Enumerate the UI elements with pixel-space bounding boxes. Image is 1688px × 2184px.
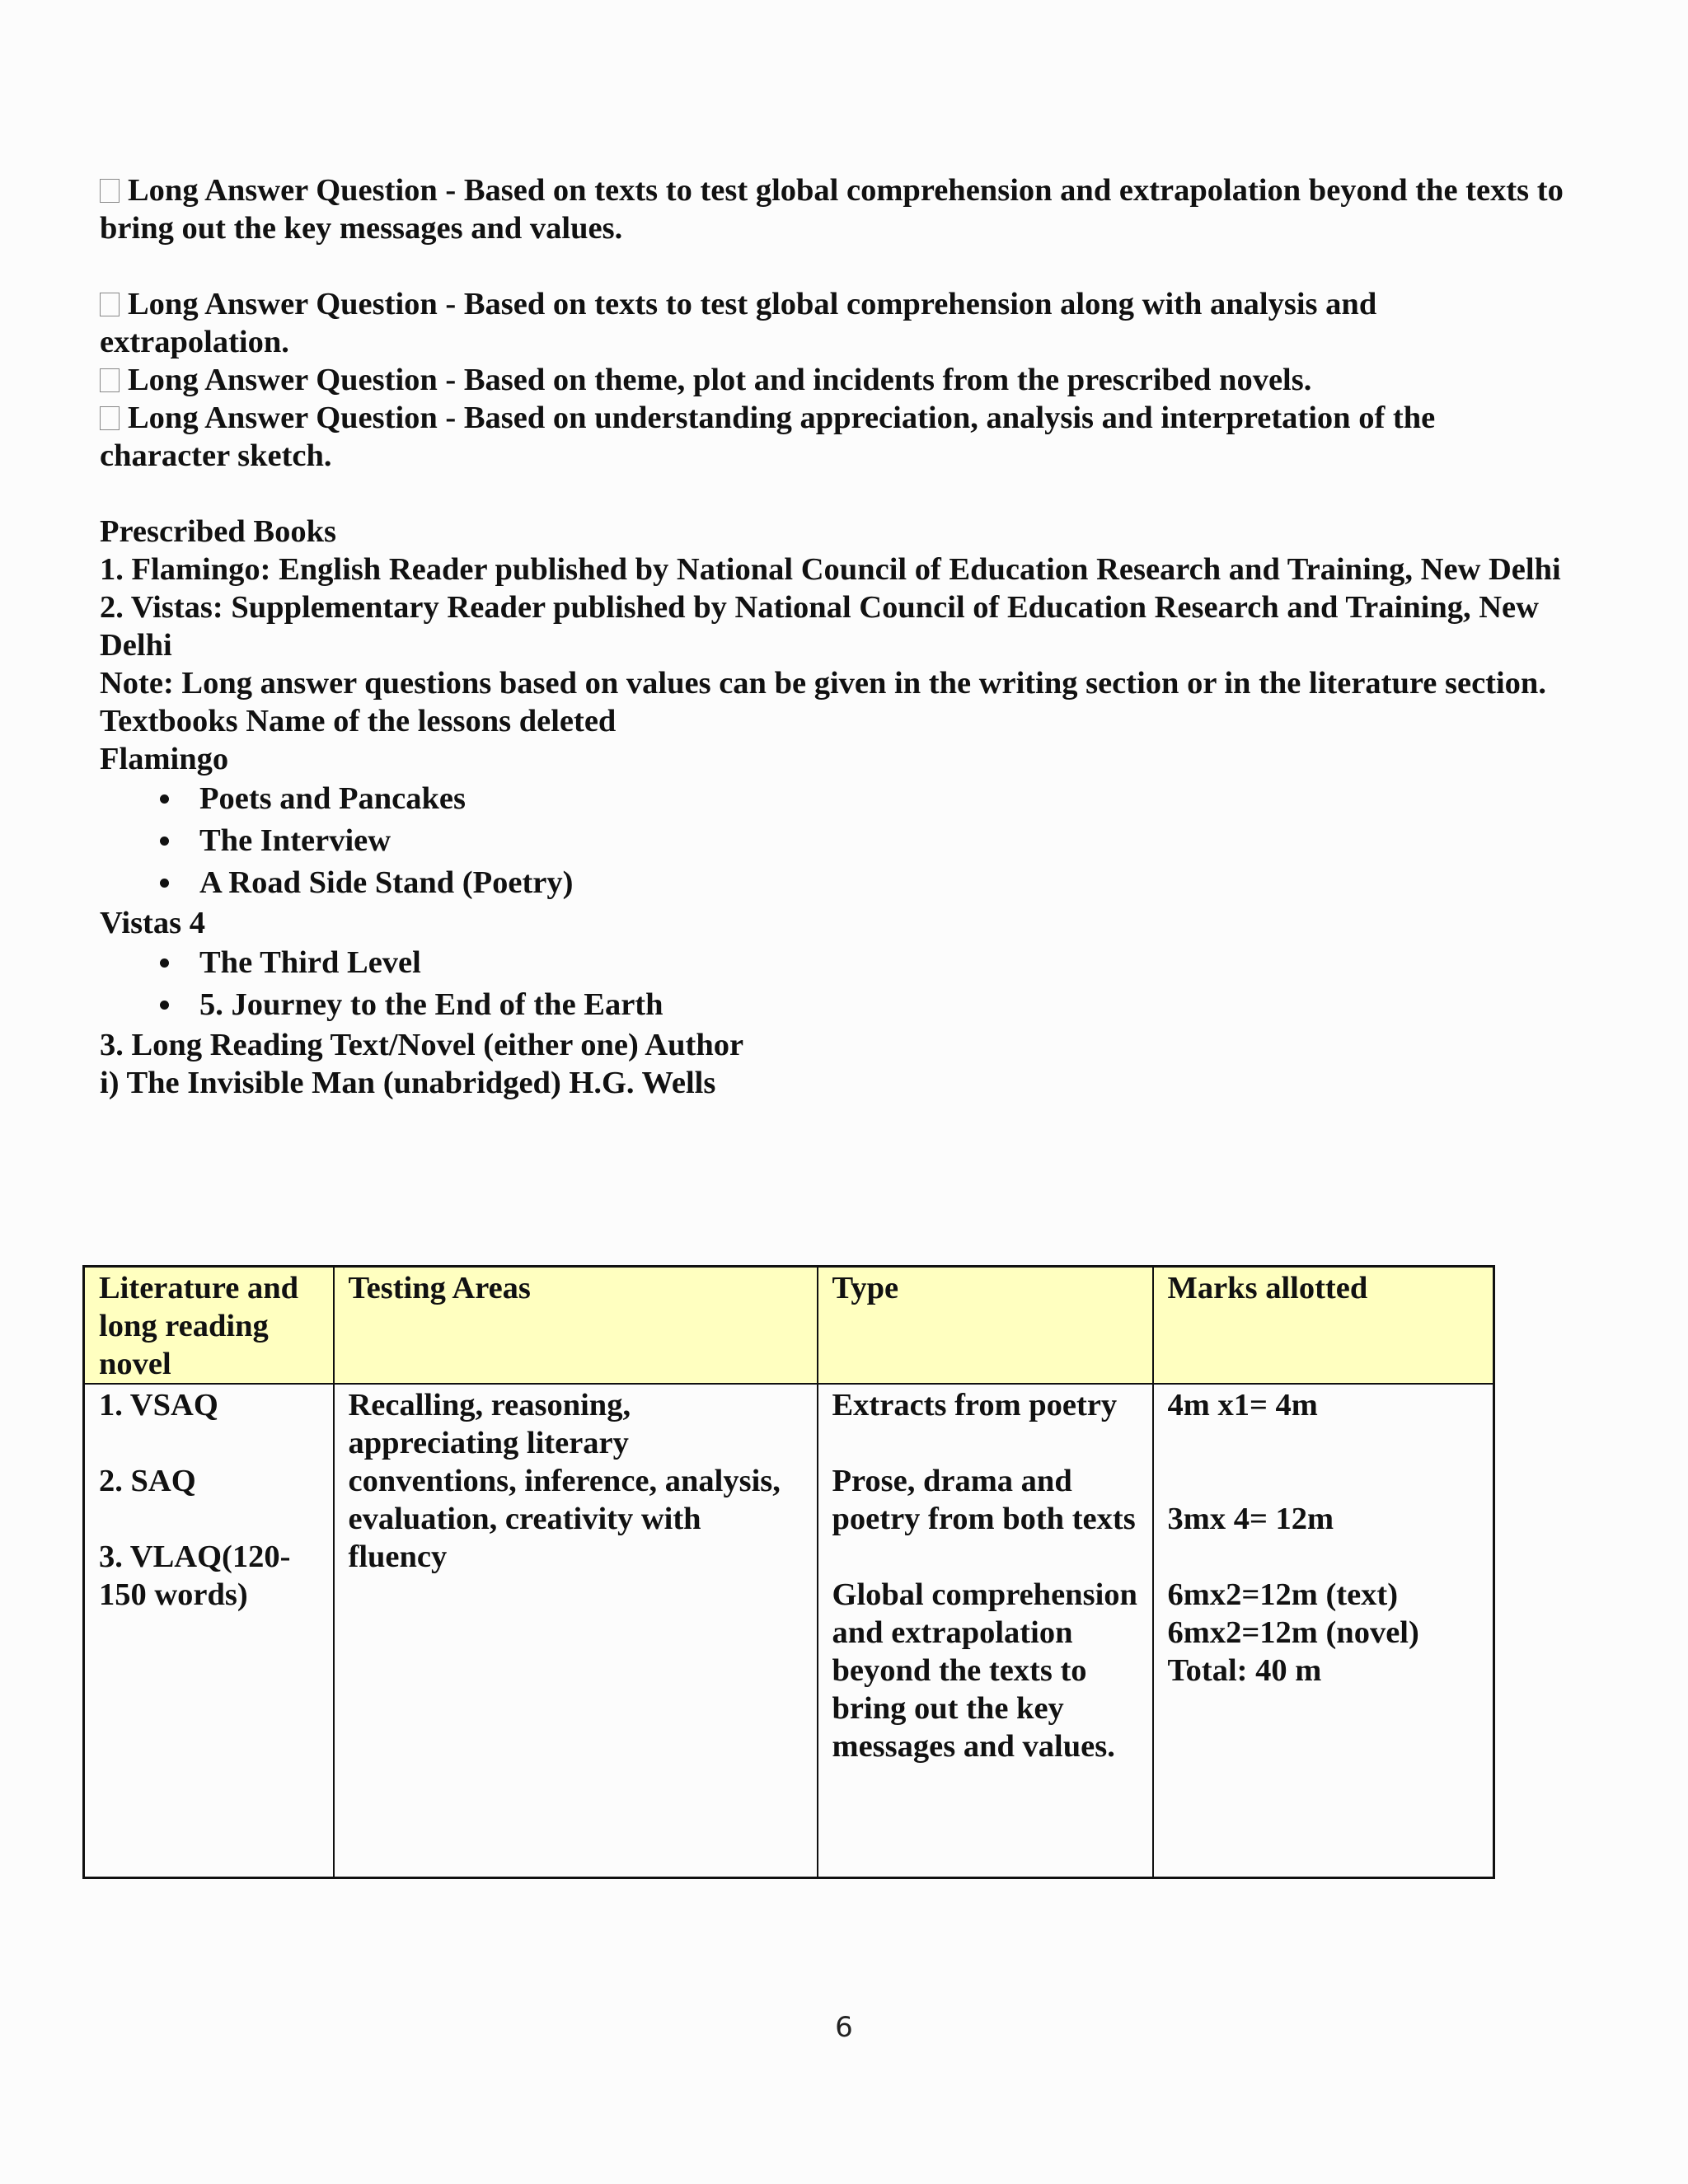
cell-text: 6mx2=12m (novel) bbox=[1167, 1615, 1419, 1650]
cell-text: Extracts from poetry bbox=[832, 1388, 1118, 1422]
table-cell bbox=[1153, 1384, 1494, 1878]
bullet-icon bbox=[160, 837, 169, 846]
list-item: Poets and Pancakes bbox=[100, 778, 1567, 820]
bullet-icon bbox=[160, 1001, 169, 1010]
checkbox-glyph-icon bbox=[100, 293, 120, 316]
spacer bbox=[100, 247, 1567, 285]
question-item: Long Answer Question - Based on theme, plot and incidents from the prescribed novels. bbox=[100, 361, 1567, 399]
cell-text: 4m x1= 4m bbox=[1167, 1388, 1318, 1422]
cell-text: Prose, drama and poetry from both texts bbox=[832, 1464, 1136, 1536]
table-header-cell: Marks allotted bbox=[1153, 1267, 1494, 1385]
book-item: 2. Vistas: Supplementary Reader published by National Council of Education Research and Training, New Delhi bbox=[100, 590, 1539, 663]
checkbox-glyph-icon bbox=[100, 368, 120, 392]
checkbox-glyph-icon bbox=[100, 179, 120, 203]
vistas-heading: Vistas 4 bbox=[100, 906, 205, 940]
question-item: Long Answer Question - Based on texts to test global comprehension and extrapolation beyond the texts to bring out the key messages and values. bbox=[100, 173, 1564, 246]
flamingo-list bbox=[100, 778, 1567, 904]
table-cell bbox=[818, 1384, 1153, 1878]
bullet-icon bbox=[160, 958, 169, 968]
bullet-icon bbox=[160, 794, 169, 804]
novel-item: i) The Invisible Man (unabridged) H.G. Wells bbox=[100, 1066, 716, 1100]
list-item: The Third Level bbox=[100, 942, 1567, 984]
assessment-table bbox=[82, 1265, 1495, 1879]
note-text: Note: Long answer questions based on values can be given in the writing section or in the literature section. bbox=[100, 666, 1546, 701]
spacer bbox=[100, 475, 1567, 513]
checkbox-glyph-icon bbox=[100, 406, 120, 430]
page-content bbox=[100, 171, 1567, 1102]
prescribed-books-heading: Prescribed Books bbox=[100, 514, 336, 549]
table-header-row bbox=[84, 1267, 1494, 1385]
table-header-cell: Literature and long reading novel bbox=[84, 1267, 334, 1385]
cell-text: 2. SAQ bbox=[99, 1464, 196, 1498]
deleted-lessons-heading: Textbooks Name of the lessons deleted bbox=[100, 704, 617, 738]
cell-text: Recalling, reasoning, appreciating literary conventions, inference, analysis, evaluation, creativity with fluency bbox=[348, 1388, 781, 1574]
cell-text: 6mx2=12m (text) bbox=[1167, 1577, 1399, 1612]
cell-text: Total: 40 m bbox=[1167, 1653, 1322, 1688]
cell-text: 3mx 4= 12m bbox=[1167, 1502, 1334, 1536]
list-item: 5. Journey to the End of the Earth bbox=[100, 984, 1567, 1026]
novel-heading: 3. Long Reading Text/Novel (either one) Author bbox=[100, 1028, 744, 1062]
vistas-list bbox=[100, 942, 1567, 1026]
page-number: 6 bbox=[835, 2011, 853, 2044]
cell-text: 1. VSAQ bbox=[99, 1388, 218, 1422]
table-cell bbox=[334, 1384, 818, 1878]
flamingo-heading: Flamingo bbox=[100, 742, 229, 776]
cell-text: 3. VLAQ(120-150 words) bbox=[99, 1540, 291, 1612]
list-item: The Interview bbox=[100, 820, 1567, 862]
table-row bbox=[84, 1384, 1494, 1878]
list-item: A Road Side Stand (Poetry) bbox=[100, 862, 1567, 904]
bullet-icon bbox=[160, 879, 169, 888]
table-header-cell: Type bbox=[818, 1267, 1153, 1385]
table-cell bbox=[84, 1384, 334, 1878]
cell-text: Global comprehension and extrapolation beyond the texts to bring out the key messages and values. bbox=[832, 1577, 1137, 1764]
table-header-cell: Testing Areas bbox=[334, 1267, 818, 1385]
question-item: Long Answer Question - Based on texts to test global comprehension along with analysis and extrapolation. bbox=[100, 287, 1377, 359]
question-item: Long Answer Question - Based on understanding appreciation, analysis and interpretation of the character sketch. bbox=[100, 401, 1436, 473]
book-item: 1. Flamingo: English Reader published by National Council of Education Research and Training, New Delhi bbox=[100, 552, 1561, 587]
